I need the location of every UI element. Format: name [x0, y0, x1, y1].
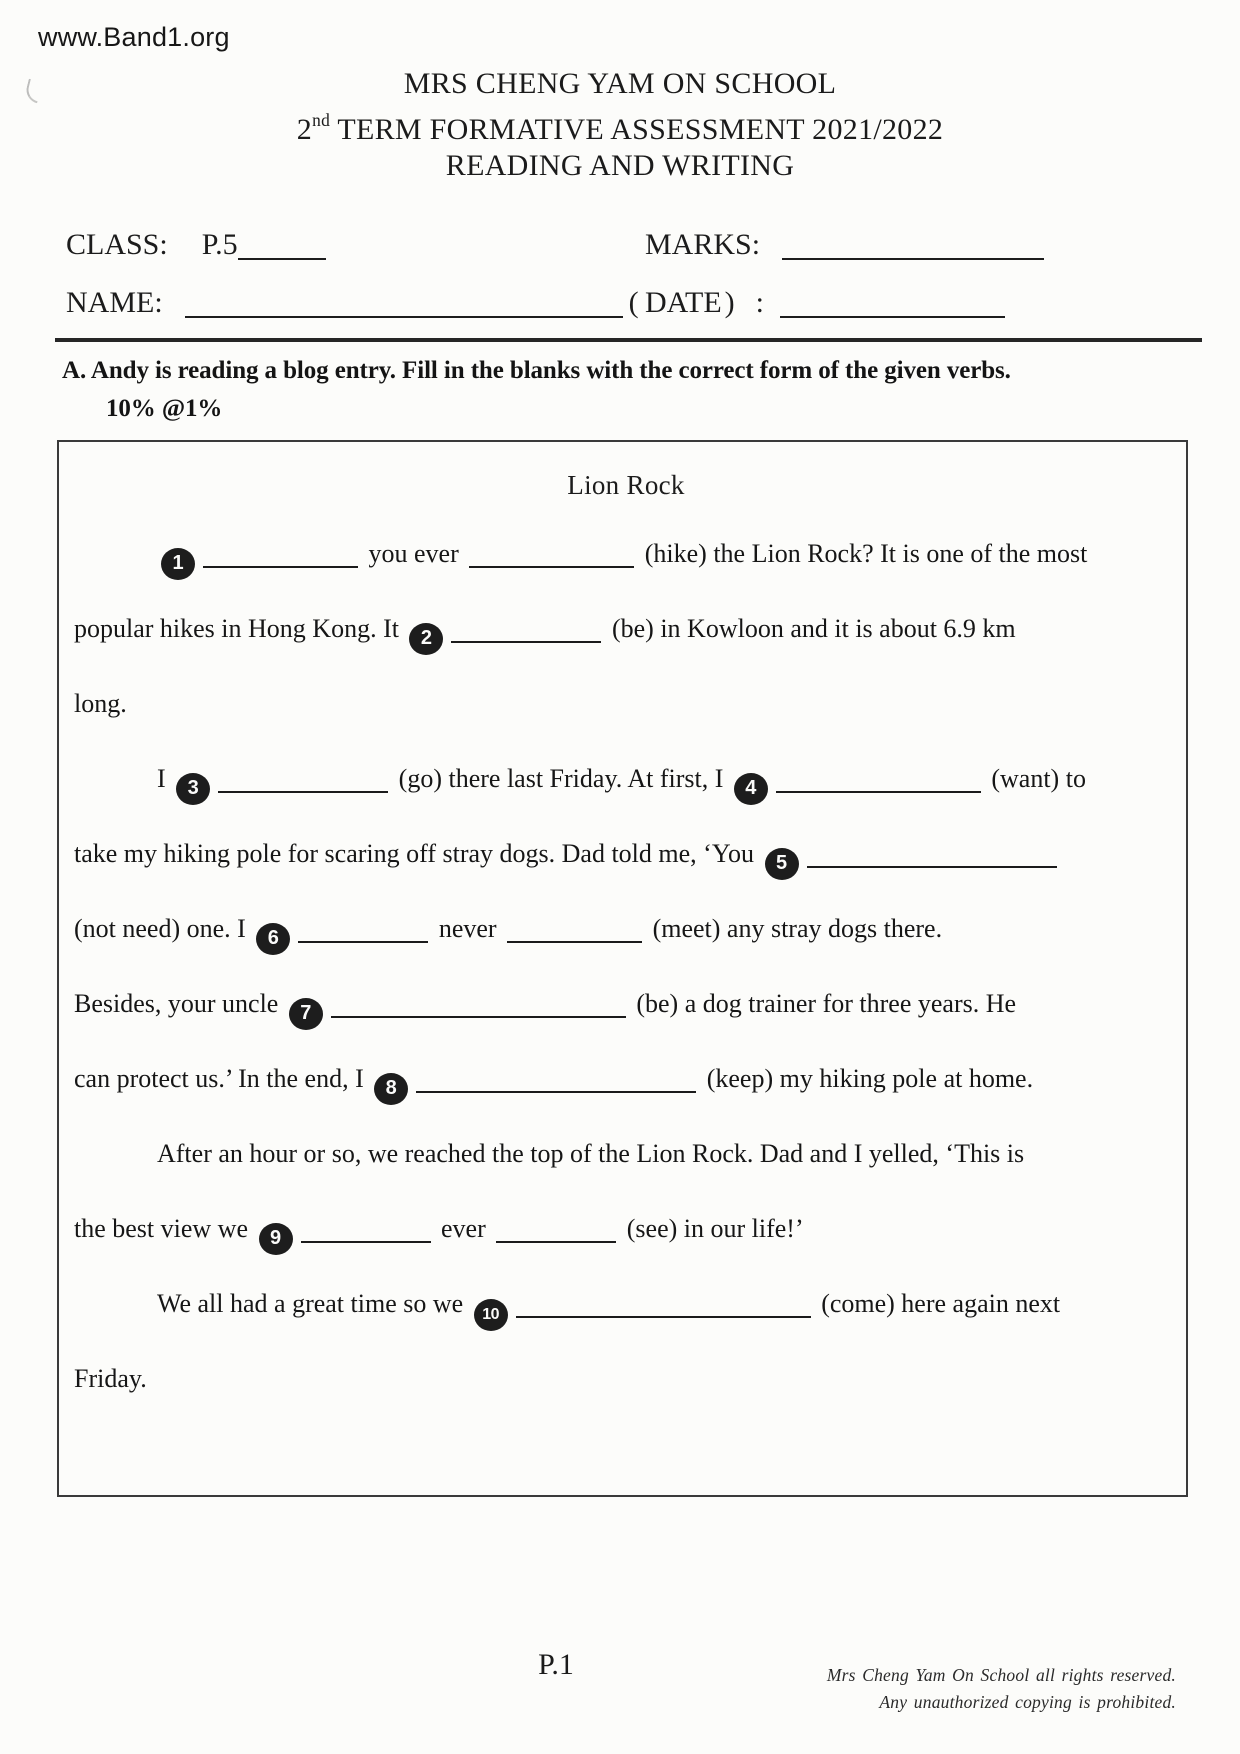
answer-blank: [507, 939, 642, 943]
marks-row: [645, 228, 1044, 262]
marks-blank-line: [782, 256, 1044, 260]
copyright-line-2: Any unauthorized copying is prohibited.: [879, 1692, 1176, 1712]
term-number: 2: [296, 113, 313, 146]
section-a-instructions: [62, 352, 1212, 428]
passage-text: (hike) the Lion Rock? It is one of the most: [638, 539, 1088, 568]
passage-line: [74, 1116, 1178, 1191]
passage-box: [57, 440, 1188, 1497]
passage-line: [74, 1266, 1178, 1341]
question-number-badge: 8: [374, 1073, 408, 1105]
passage-line: [74, 591, 1178, 666]
passage-line: [74, 966, 1178, 1041]
class-label: CLASS:: [66, 228, 168, 261]
passage-text: (go) there last Friday. At first, I: [392, 764, 730, 793]
passage-text: ever: [434, 1214, 493, 1243]
question-number-badge: 3: [176, 773, 210, 805]
date-label: DATE: [645, 286, 722, 319]
passage-line: [74, 741, 1178, 816]
date-row: [645, 286, 1005, 320]
passage-text: We all had a great time so we: [157, 1289, 470, 1318]
answer-blank: [451, 639, 601, 643]
answer-blank: [218, 789, 388, 793]
marks-label: MARKS:: [645, 228, 761, 261]
passage-text: After an hour or so, we reached the top of the Lion Rock. Dad and I yelled, ‘This is: [157, 1139, 1025, 1168]
question-number-badge: 10: [474, 1299, 508, 1331]
passage-text: (keep) my hiking pole at home.: [700, 1064, 1034, 1093]
passage-line: [74, 816, 1178, 891]
exam-title: [0, 102, 1240, 148]
passage-lines: [74, 516, 1178, 1416]
passage-text: (not need) one. I: [74, 914, 253, 943]
name-label: NAME:: [66, 286, 163, 319]
section-a-text: Andy is reading a blog entry. Fill in the blanks with the correct form of the given verbs.: [86, 357, 1011, 384]
passage-text: (want) to: [984, 764, 1086, 793]
question-number-badge: 6: [256, 923, 290, 955]
answer-blank: [516, 1314, 811, 1318]
class-number-paren-close: ): [724, 286, 735, 319]
question-number-badge: 4: [734, 773, 768, 805]
passage-line: [74, 891, 1178, 966]
passage-text: (see) in our life!’: [620, 1214, 804, 1243]
passage-text: (meet) any stray dogs there.: [646, 914, 943, 943]
class-value: P.5: [201, 228, 238, 261]
passage-text: can protect us.’ In the end, I: [74, 1064, 371, 1093]
header-divider-rule: [55, 338, 1202, 342]
question-number-badge: 2: [409, 623, 443, 655]
copyright-notice: [827, 1662, 1176, 1716]
passage-text: Friday.: [74, 1364, 147, 1393]
exam-title-rest: TERM FORMATIVE ASSESSMENT 2021/2022: [330, 113, 944, 146]
passage-line: [74, 1341, 1178, 1416]
class-row: [66, 228, 326, 262]
page-number: P.1: [538, 1648, 574, 1681]
date-blank-line: [780, 314, 1005, 318]
class-number-paren-open: (: [628, 286, 639, 319]
passage-text: (be) a dog trainer for three years. He: [629, 989, 1017, 1018]
date-colon: :: [755, 286, 764, 319]
answer-blank: [469, 564, 634, 568]
passage-title: Lion Rock: [567, 470, 685, 500]
copyright-line-1: Mrs Cheng Yam On School all rights reserved.: [826, 1665, 1176, 1685]
answer-blank: [301, 1239, 431, 1243]
watermark-url: www.Band1.org: [38, 22, 230, 52]
passage-text: long.: [74, 689, 127, 718]
answer-blank: [807, 864, 1057, 868]
passage-text: you ever: [362, 539, 466, 568]
passage-line: [74, 1191, 1178, 1266]
name-blank-line: [185, 314, 623, 318]
section-a-letter: A.: [62, 357, 87, 384]
passage-text: (come) here again next: [814, 1289, 1061, 1318]
exam-header: [0, 66, 1240, 184]
school-name: MRS CHENG YAM ON SCHOOL: [403, 67, 837, 100]
passage-text: take my hiking pole for scaring off stray dogs. Dad told me, ‘You: [74, 839, 761, 868]
question-number-badge: 7: [289, 998, 323, 1030]
term-ordinal-suffix: nd: [312, 110, 331, 130]
name-row: [66, 286, 735, 320]
passage-text: the best view we: [74, 1214, 255, 1243]
passage-line: [74, 516, 1178, 591]
passage-line: [74, 1041, 1178, 1116]
answer-blank: [331, 1014, 626, 1018]
answer-blank: [298, 939, 428, 943]
section-a-marks-note: 10% @1%: [106, 395, 223, 422]
question-number-badge: 5: [765, 848, 799, 880]
passage-line: [74, 666, 1178, 741]
passage-text: (be) in Kowloon and it is about 6.9 km: [605, 614, 1016, 643]
passage-text: popular hikes in Hong Kong. It: [74, 614, 406, 643]
passage-text: I: [157, 764, 173, 793]
passage-text: Besides, your uncle: [74, 989, 285, 1018]
answer-blank: [496, 1239, 616, 1243]
section-a-heading: [62, 352, 1212, 390]
question-number-badge: 9: [259, 1223, 293, 1255]
answer-blank: [203, 564, 358, 568]
class-blank-line: [238, 256, 326, 260]
answer-blank: [776, 789, 981, 793]
question-number-badge: 1: [161, 548, 195, 580]
answer-blank: [416, 1089, 696, 1093]
passage-text: never: [432, 914, 504, 943]
paper-subject: READING AND WRITING: [445, 149, 795, 182]
